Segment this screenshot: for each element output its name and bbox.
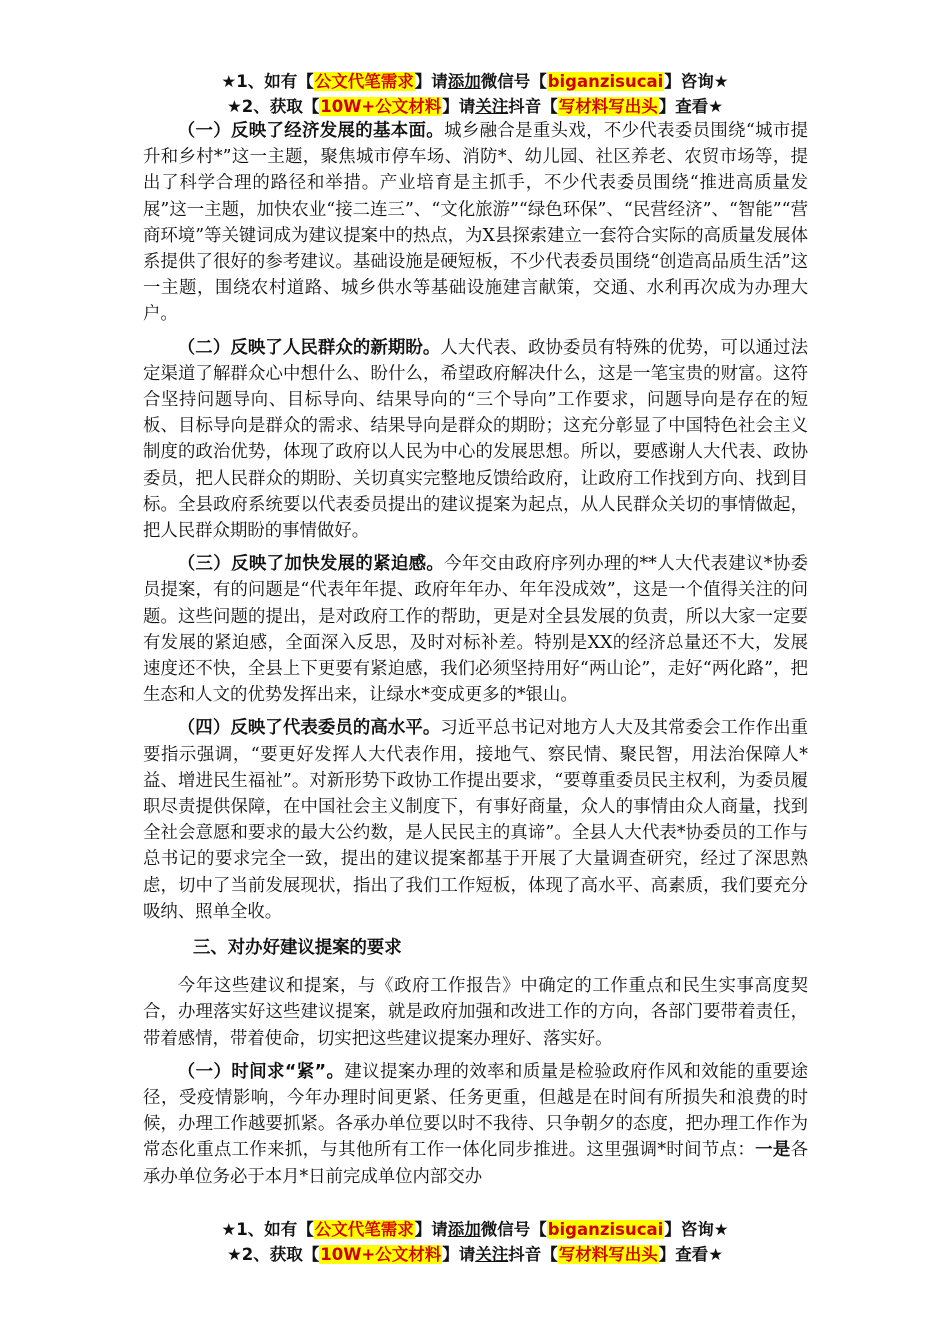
paragraph-text: 习近平总书记对地方人大及其常委会工作作出重要指示强调，“要更好发挥人大代表作用，接地气、察民情、聚民智，用法治保障人*益、增进民生福祉”。对新形势下政协工作提出要求，“要尊重委员民主权利，为委员履职尽责提供保障，在中国社会主义制度下，有事好商量，众人的事情由众人商量，找到全社会意愿和要求的最大公约数，是人民民主的真谛”。全县人大代表*协委员的工作与总书记的要求完全一致，提出的建议提案都基于开展了大量调查研究，经过了深思熟虑，切中了当前发展现状，指出了我们工作短板，体现了高水平、高素质，我们要充分吸纳、照单全收。 bbox=[143, 718, 808, 922]
banner-wechat-id: biganzisucai bbox=[547, 1220, 664, 1239]
banner-highlight: 10W+公文材料 bbox=[320, 1245, 442, 1264]
paragraph-emphasis: 一是 bbox=[755, 1140, 791, 1161]
banner-highlight: 公文代笔需求 bbox=[314, 1220, 414, 1239]
banner-text: 微信号【 bbox=[480, 72, 547, 91]
promo-banner-bottom-2 bbox=[0, 1243, 950, 1267]
paragraph-lead: （一）反映了经济发展的基本面。 bbox=[177, 121, 445, 141]
promo-banner-top-2 bbox=[0, 95, 950, 119]
banner-text: ★1、如有【 bbox=[221, 1220, 314, 1239]
banner-underline: 添加 bbox=[447, 1220, 481, 1239]
promo-banner-bottom-1 bbox=[0, 1218, 950, 1242]
banner-underline: 添加 bbox=[447, 72, 481, 91]
paragraph-text: 城乡融合是重头戏，不少代表委员围绕“城市提升和乡村*”这一主题，聚焦城市停车场、消防*、幼儿园、社区养老、农贸市场等，提出了科学合理的路径和举措。产业培育是主抓手，不少代表委员围绕“推进高质量发展”这一主题，加快农业“接二连三”、“文化旅游”“绿色环保”、“民营经济”、“智能”“营商环境”等关键词成为建议提案中的热点，为X县探索建立一套符合实际的高质量发展体系提供了很好的参考建议。基础设施是硬短板，不少代表委员围绕“创造高品质生活”这一主题，围绕农村道路、城乡供水等基础设施建言献策，交通、水利再次成为办理大户。 bbox=[143, 121, 808, 325]
section-heading: 三、对办好建议提案的要求 bbox=[193, 938, 402, 959]
banner-text: 】咨询★ bbox=[664, 72, 729, 91]
banner-text: 】咨询★ bbox=[664, 1220, 729, 1239]
paragraph-lead: （二）反映了人民群众的新期盼。 bbox=[177, 337, 441, 358]
banner-text: 】请 bbox=[442, 97, 476, 116]
paragraph-section-1 bbox=[143, 118, 808, 328]
banner-douyin-id: 写材料写出头 bbox=[558, 97, 658, 116]
banner-text: 微信号【 bbox=[480, 1220, 547, 1239]
banner-text: 抖音【 bbox=[508, 1245, 558, 1264]
paragraph-time-requirement bbox=[143, 1059, 808, 1190]
paragraph-section-4 bbox=[143, 715, 808, 925]
paragraph-text: 建议提案办理的效率和质量是检验政府作风和效能的重要途径，受疫情影响，今年办理时间更紧、任务更重，但越是在时间有所损失和浪费的时候，办理工作越要抓紧。各承办单位要以时不我待、只争朝夕的态度，把办理工作作为常态化重点工作来抓，与其他所有工作一体化同步推进。这里强调*时间节点： bbox=[143, 1061, 808, 1161]
banner-text: ★2、获取【 bbox=[226, 1245, 320, 1264]
banner-underline: 关注 bbox=[475, 97, 509, 116]
paragraph-section-3 bbox=[143, 551, 808, 708]
banner-underline: 关注 bbox=[475, 1245, 509, 1264]
banner-douyin-id: 写材料写出头 bbox=[558, 1245, 658, 1264]
paragraph-text: 今年交由政府序列办理的**人大代表建议*协委员提案，有的问题是“代表年年提、政府年年办、年年没成效”，这是一个值得关注的问题。这些问题的提出，是对政府工作的帮助，更是对全县发展的负责，所以大家一定要有发展的紧迫感，全面深入反思，及时对标补差。特别是XX的经济总量还不大，发展速度还不快，全县上下更要有紧迫感，我们必须坚持用好“两山论”，走好“两化路”，把生态和人文的优势发挥出来，让绿水*变成更多的*银山。 bbox=[143, 554, 808, 706]
banner-text: ★1、如有【 bbox=[221, 72, 314, 91]
banner-text: 】请 bbox=[414, 72, 448, 91]
paragraph-intro: 今年这些建议和提案，与《政府工作报告》中确定的工作重点和民生实事高度契合，办理落实好这些建议提案，就是政府加强和改进工作的方向，各部门要带着责任，带着感情，带着使命，切实把这些建议提案办理好、落实好。 bbox=[143, 976, 808, 1049]
banner-text: 抖音【 bbox=[508, 97, 558, 116]
paragraph-section-2 bbox=[143, 335, 808, 545]
banner-text: 】查看★ bbox=[658, 1245, 724, 1264]
banner-text: 】请 bbox=[414, 1220, 448, 1239]
banner-highlight: 10W+公文材料 bbox=[320, 97, 442, 116]
banner-text: ★2、获取【 bbox=[226, 97, 320, 116]
banner-wechat-id: biganzisucai bbox=[547, 72, 664, 91]
paragraph-lead: （一）时间求“紧”。 bbox=[177, 1061, 345, 1082]
banner-text: 】查看★ bbox=[658, 97, 724, 116]
document-body bbox=[143, 118, 808, 1197]
banner-text: 】请 bbox=[442, 1245, 476, 1264]
paragraph-lead: （三）反映了加快发展的紧迫感。 bbox=[177, 554, 445, 575]
banner-highlight: 公文代笔需求 bbox=[314, 72, 414, 91]
paragraph-lead: （四）反映了代表委员的高水平。 bbox=[177, 718, 441, 739]
paragraph-text: 人大代表、政协委员有特殊的优势，可以通过法定渠道了解群众心中想什么、盼什么，希望政府解决什么，这是一笔宝贵的财富。这符合坚持问题导向、目标导向、结果导向的“三个导向”工作要求，问题导向是存在的短板、目标导向是群众的需求、结果导向是群众的期盼；这充分彰显了中国特色社会主义制度的政治优势，体现了政府以人民为中心的发展思想。所以，要感谢人大代表、政协委员，把人民群众的期盼、关切真实完整地反馈给政府，让政府工作找到方向、找到目标。全县政府系统要以代表委员提出的建议提案为起点，从人民群众关切的事情做起，把人民群众期盼的事情做好。 bbox=[143, 337, 808, 542]
paragraph-text-tail: 各承办单位务必于本月*日前完成单位内部交办 bbox=[143, 1140, 808, 1187]
promo-banner-top-1 bbox=[0, 70, 950, 94]
